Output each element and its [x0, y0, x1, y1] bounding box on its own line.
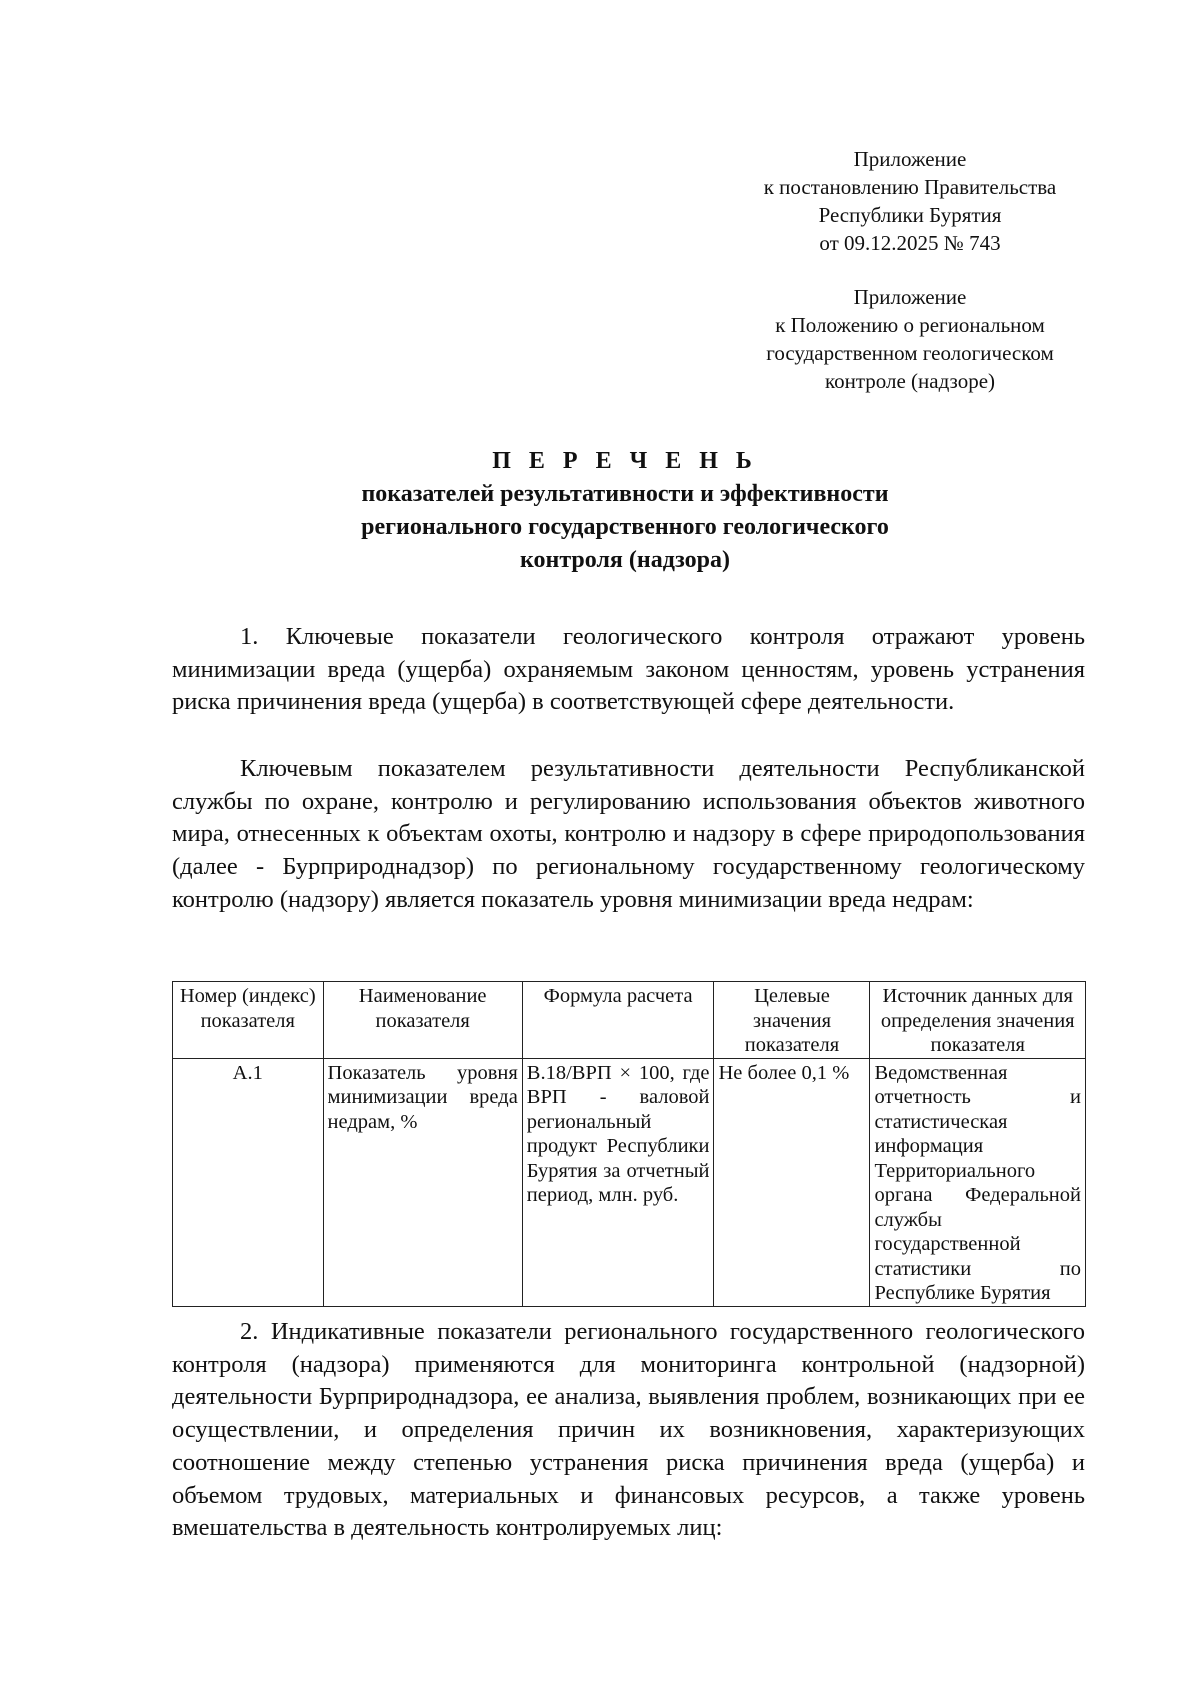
paragraph-key-indicator-definition: Ключевым показателем результативности деятельности Республиканской службы по охране, контролю и регулированию использования объектов животного мира, отнесенных к объектам охоты, контролю и надзору в сфере природопользования (далее - Бурприроднадзор) по региональному государственному геологическому контролю (надзору) является показатель уровня минимизации вреда недрам: — [172, 755, 1085, 913]
appendix-header-regulation — [740, 283, 1080, 395]
appendix-line: к постановлению Правительства — [763, 175, 1057, 199]
title-subtitle-line: показателей результативности и эффективности — [361, 481, 889, 507]
title-heading: П Е Р Е Ч Е Н Ь — [492, 448, 758, 474]
indicators-table — [172, 981, 1086, 1307]
title-subtitle-line: регионального государственного геологического — [361, 514, 889, 540]
paragraph-indicative-indicators: 2. Индикативные показатели регионального государственного геологического контроля (надзора) применяются для мониторинга контрольной (надзорной) деятельности Бурприроднадзора, ее анализа, выявления проблем, возникающих при ее осуществлении, и определения причин их возникновения, характеризующих соотношение между степенью устранения риска причинения вреда (ущерба) и объемом трудовых, материальных и финансовых ресурсов, а также уровень вмешательства в деятельность контролируемых лиц: — [172, 1318, 1085, 1542]
cell-formula: В.18/ВРП × 100, где ВРП - валовой региональный продукт Республики Бурятия за отчетный период, млн. руб. — [522, 1058, 714, 1306]
table-header-row — [173, 982, 1086, 1059]
document-title — [200, 445, 1050, 577]
appendix-line: контроле (надзоре) — [824, 369, 996, 393]
header-target: Целевые значения показателя — [714, 982, 870, 1059]
appendix-line: Приложение — [853, 147, 967, 171]
cell-source: Ведомственная отчетность и статистическая информация Территориального органа Федеральной службы государственной статистики по Республике Бурятия — [870, 1058, 1086, 1306]
header-formula: Формула расчета — [522, 982, 714, 1059]
title-subtitle-line: контроля (надзора) — [520, 547, 730, 573]
appendix-line: Приложение — [853, 285, 967, 309]
appendix-line: к Положению о региональном — [775, 313, 1045, 337]
paragraph-key-indicators: 1. Ключевые показатели геологического контроля отражают уровень минимизации вреда (ущерба) охраняемым законом ценностям, уровень устранения риска причинения вреда (ущерба) в соответствующей сфере деятельности. — [172, 623, 1085, 716]
header-source: Источник данных для определения значения показателя — [870, 982, 1086, 1059]
cell-index: А.1 — [173, 1058, 324, 1306]
cell-target: Не более 0,1 % — [714, 1058, 870, 1306]
appendix-line: государственном геологическом — [766, 341, 1054, 365]
header-name: Наименование показателя — [323, 982, 522, 1059]
appendix-line: Республики Бурятия — [818, 203, 1002, 227]
appendix-header-resolution — [740, 145, 1080, 257]
cell-name: Показатель уровня минимизации вреда недрам, % — [323, 1058, 522, 1306]
header-index: Номер (индекс) показателя — [173, 982, 324, 1059]
appendix-line: от 09.12.2025 № 743 — [819, 231, 1001, 255]
table-row — [173, 1058, 1086, 1306]
